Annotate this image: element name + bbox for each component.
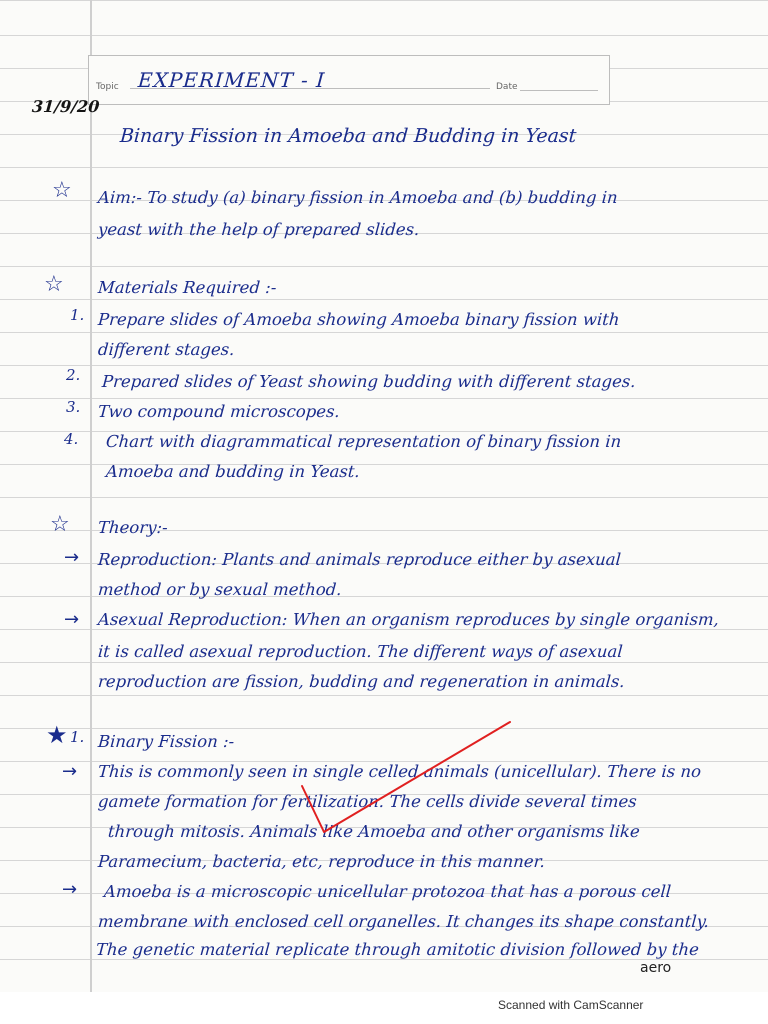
date-label: Date bbox=[496, 82, 518, 92]
list-item: different stages. bbox=[97, 340, 236, 359]
list-item: Amoeba and budding in Yeast. bbox=[105, 462, 361, 481]
scanner-watermark: Scanned with CamScanner bbox=[498, 998, 644, 1012]
topic-label: Topic bbox=[96, 82, 119, 92]
theory-line: method or by sexual method. bbox=[97, 580, 343, 599]
list-item: Two compound microscopes. bbox=[97, 402, 341, 421]
entry-date: 31/9/20 bbox=[31, 97, 101, 116]
arrow-icon: → bbox=[64, 547, 80, 568]
theory-heading: Theory:- bbox=[97, 518, 169, 537]
list-item: Prepare slides of Amoeba showing Amoeba binary fission with bbox=[97, 310, 621, 329]
star-icon: ☆ bbox=[44, 272, 64, 297]
paragraph-line: Amoeba is a microscopic unicellular protozoa that has a porous cell bbox=[103, 882, 672, 901]
theory-line: Asexual Reproduction: When an organism reproduces by single organism, bbox=[97, 610, 720, 629]
paragraph-line: The genetic material replicate through amitotic division followed by the bbox=[95, 940, 700, 959]
section-number: 1. bbox=[70, 728, 85, 746]
paragraph-line: This is commonly seen in single celled animals (unicellular). There is no bbox=[97, 762, 702, 781]
arrow-icon: → bbox=[64, 609, 80, 630]
list-item: Prepared slides of Yeast showing budding with different stages. bbox=[101, 372, 637, 391]
arrow-icon: → bbox=[62, 761, 78, 782]
list-number: 3. bbox=[66, 398, 81, 416]
theory-line: Reproduction: Plants and animals reproduce either by asexual bbox=[97, 550, 622, 569]
page-title: Binary Fission in Amoeba and Budding in Yeast bbox=[119, 125, 578, 147]
aim-line-2: yeast with the help of prepared slides. bbox=[97, 220, 421, 239]
margin-line bbox=[90, 0, 92, 992]
paragraph-line: through mitosis. Animals like Amoeba and other organisms like bbox=[107, 822, 641, 841]
materials-heading: Materials Required :- bbox=[97, 278, 278, 297]
arrow-icon: → bbox=[62, 879, 78, 900]
date-rule bbox=[520, 90, 598, 91]
list-number: 2. bbox=[66, 366, 81, 384]
aim-line-1: Aim:- To study (a) binary fission in Amoeba and (b) budding in bbox=[97, 188, 619, 207]
topic-value: EXPERIMENT - I bbox=[137, 68, 326, 92]
paragraph-line: Paramecium, bacteria, etc, reproduce in this manner. bbox=[97, 852, 546, 871]
theory-line: it is called asexual reproduction. The different ways of asexual bbox=[97, 642, 624, 661]
filled-star-icon: ★ bbox=[46, 721, 68, 749]
red-tick-mark bbox=[300, 720, 520, 840]
list-number: 1. bbox=[70, 306, 85, 324]
paragraph-line: gamete formation for fertilization. The cells divide several times bbox=[97, 792, 638, 811]
list-number: 4. bbox=[64, 430, 79, 448]
theory-line: reproduction are fission, budding and regeneration in animals. bbox=[97, 672, 626, 691]
paragraph-line: membrane with enclosed cell organelles. It changes its shape constantly. bbox=[97, 912, 710, 931]
star-icon: ☆ bbox=[52, 178, 72, 203]
star-icon: ☆ bbox=[50, 512, 70, 537]
notebook-brand-logo: aero bbox=[640, 960, 672, 976]
binary-fission-heading: Binary Fission :- bbox=[97, 732, 235, 751]
list-item: Chart with diagrammatical representation of binary fission in bbox=[105, 432, 622, 451]
